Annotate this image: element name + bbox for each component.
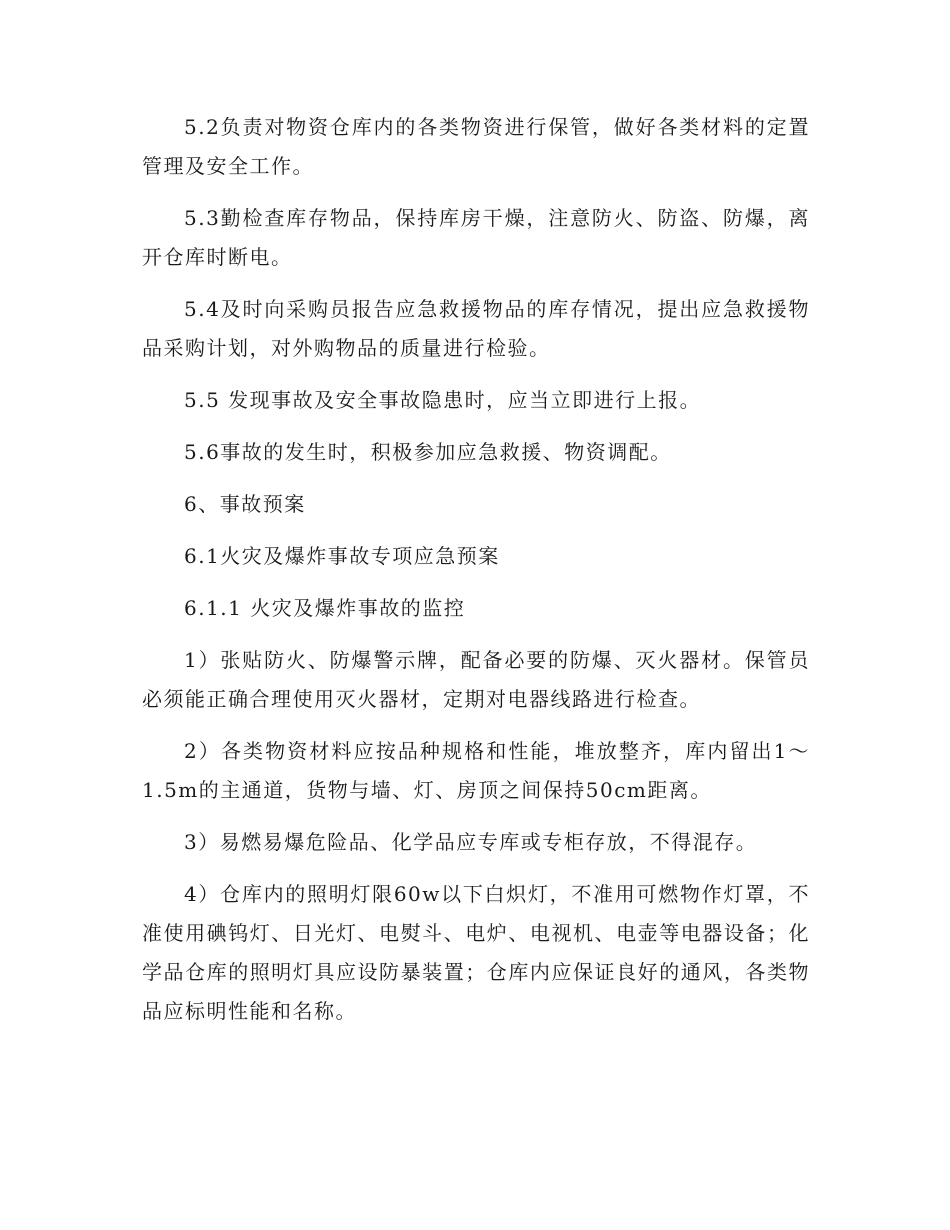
paragraph-5-2: 5.2负责对物资仓库内的各类物资进行保管，做好各类材料的定置管理及安全工作。 [142, 115, 810, 178]
list-item-3: 3）易燃易爆危险品、化学品应专库或专柜存放，不得混存。 [184, 830, 758, 854]
list-item-1: 1）张贴防火、防爆警示牌，配备必要的防爆、灭火器材。保管员必须能正确合理使用灭火器材，定期对电器线路进行检查。 [142, 648, 810, 711]
paragraph-5-3: 5.3勤检查库存物品，保持库房干燥，注意防火、防盗、防爆，离开仓库时断电。 [142, 206, 810, 269]
list-item-4: 4）仓库内的照明灯限60w以下白炽灯，不准用可燃物作灯罩，不准使用碘钨灯、日光灯、电熨斗、电炉、电视机、电壶等电器设备；化学品仓库的照明灯具应设防暴装置；仓库内应保证良好的通风，各类物品应标明性能和名称。 [142, 882, 810, 1023]
paragraph-5-6: 5.6事故的发生时，积极参加应急救援、物资调配。 [184, 440, 672, 464]
document-body [142, 108, 810, 1044]
paragraph-5-5: 5.5 发现事故及安全事故隐患时，应当立即进行上报。 [184, 388, 702, 412]
section-heading-6: 6、事故预案 [184, 492, 306, 516]
section-heading-6-1: 6.1火灾及爆炸事故专项应急预案 [184, 544, 500, 568]
section-heading-6-1-1: 6.1.1 火灾及爆炸事故的监控 [184, 596, 466, 620]
list-item-2: 2）各类物资材料应按品种规格和性能，堆放整齐，库内留出1～1.5m的主通道，货物与墙、灯、房顶之间保持50cm距离。 [142, 739, 810, 802]
paragraph-5-4: 5.4及时向采购员报告应急救援物品的库存情况，提出应急救援物品采购计划，对外购物品的质量进行检验。 [142, 297, 810, 360]
